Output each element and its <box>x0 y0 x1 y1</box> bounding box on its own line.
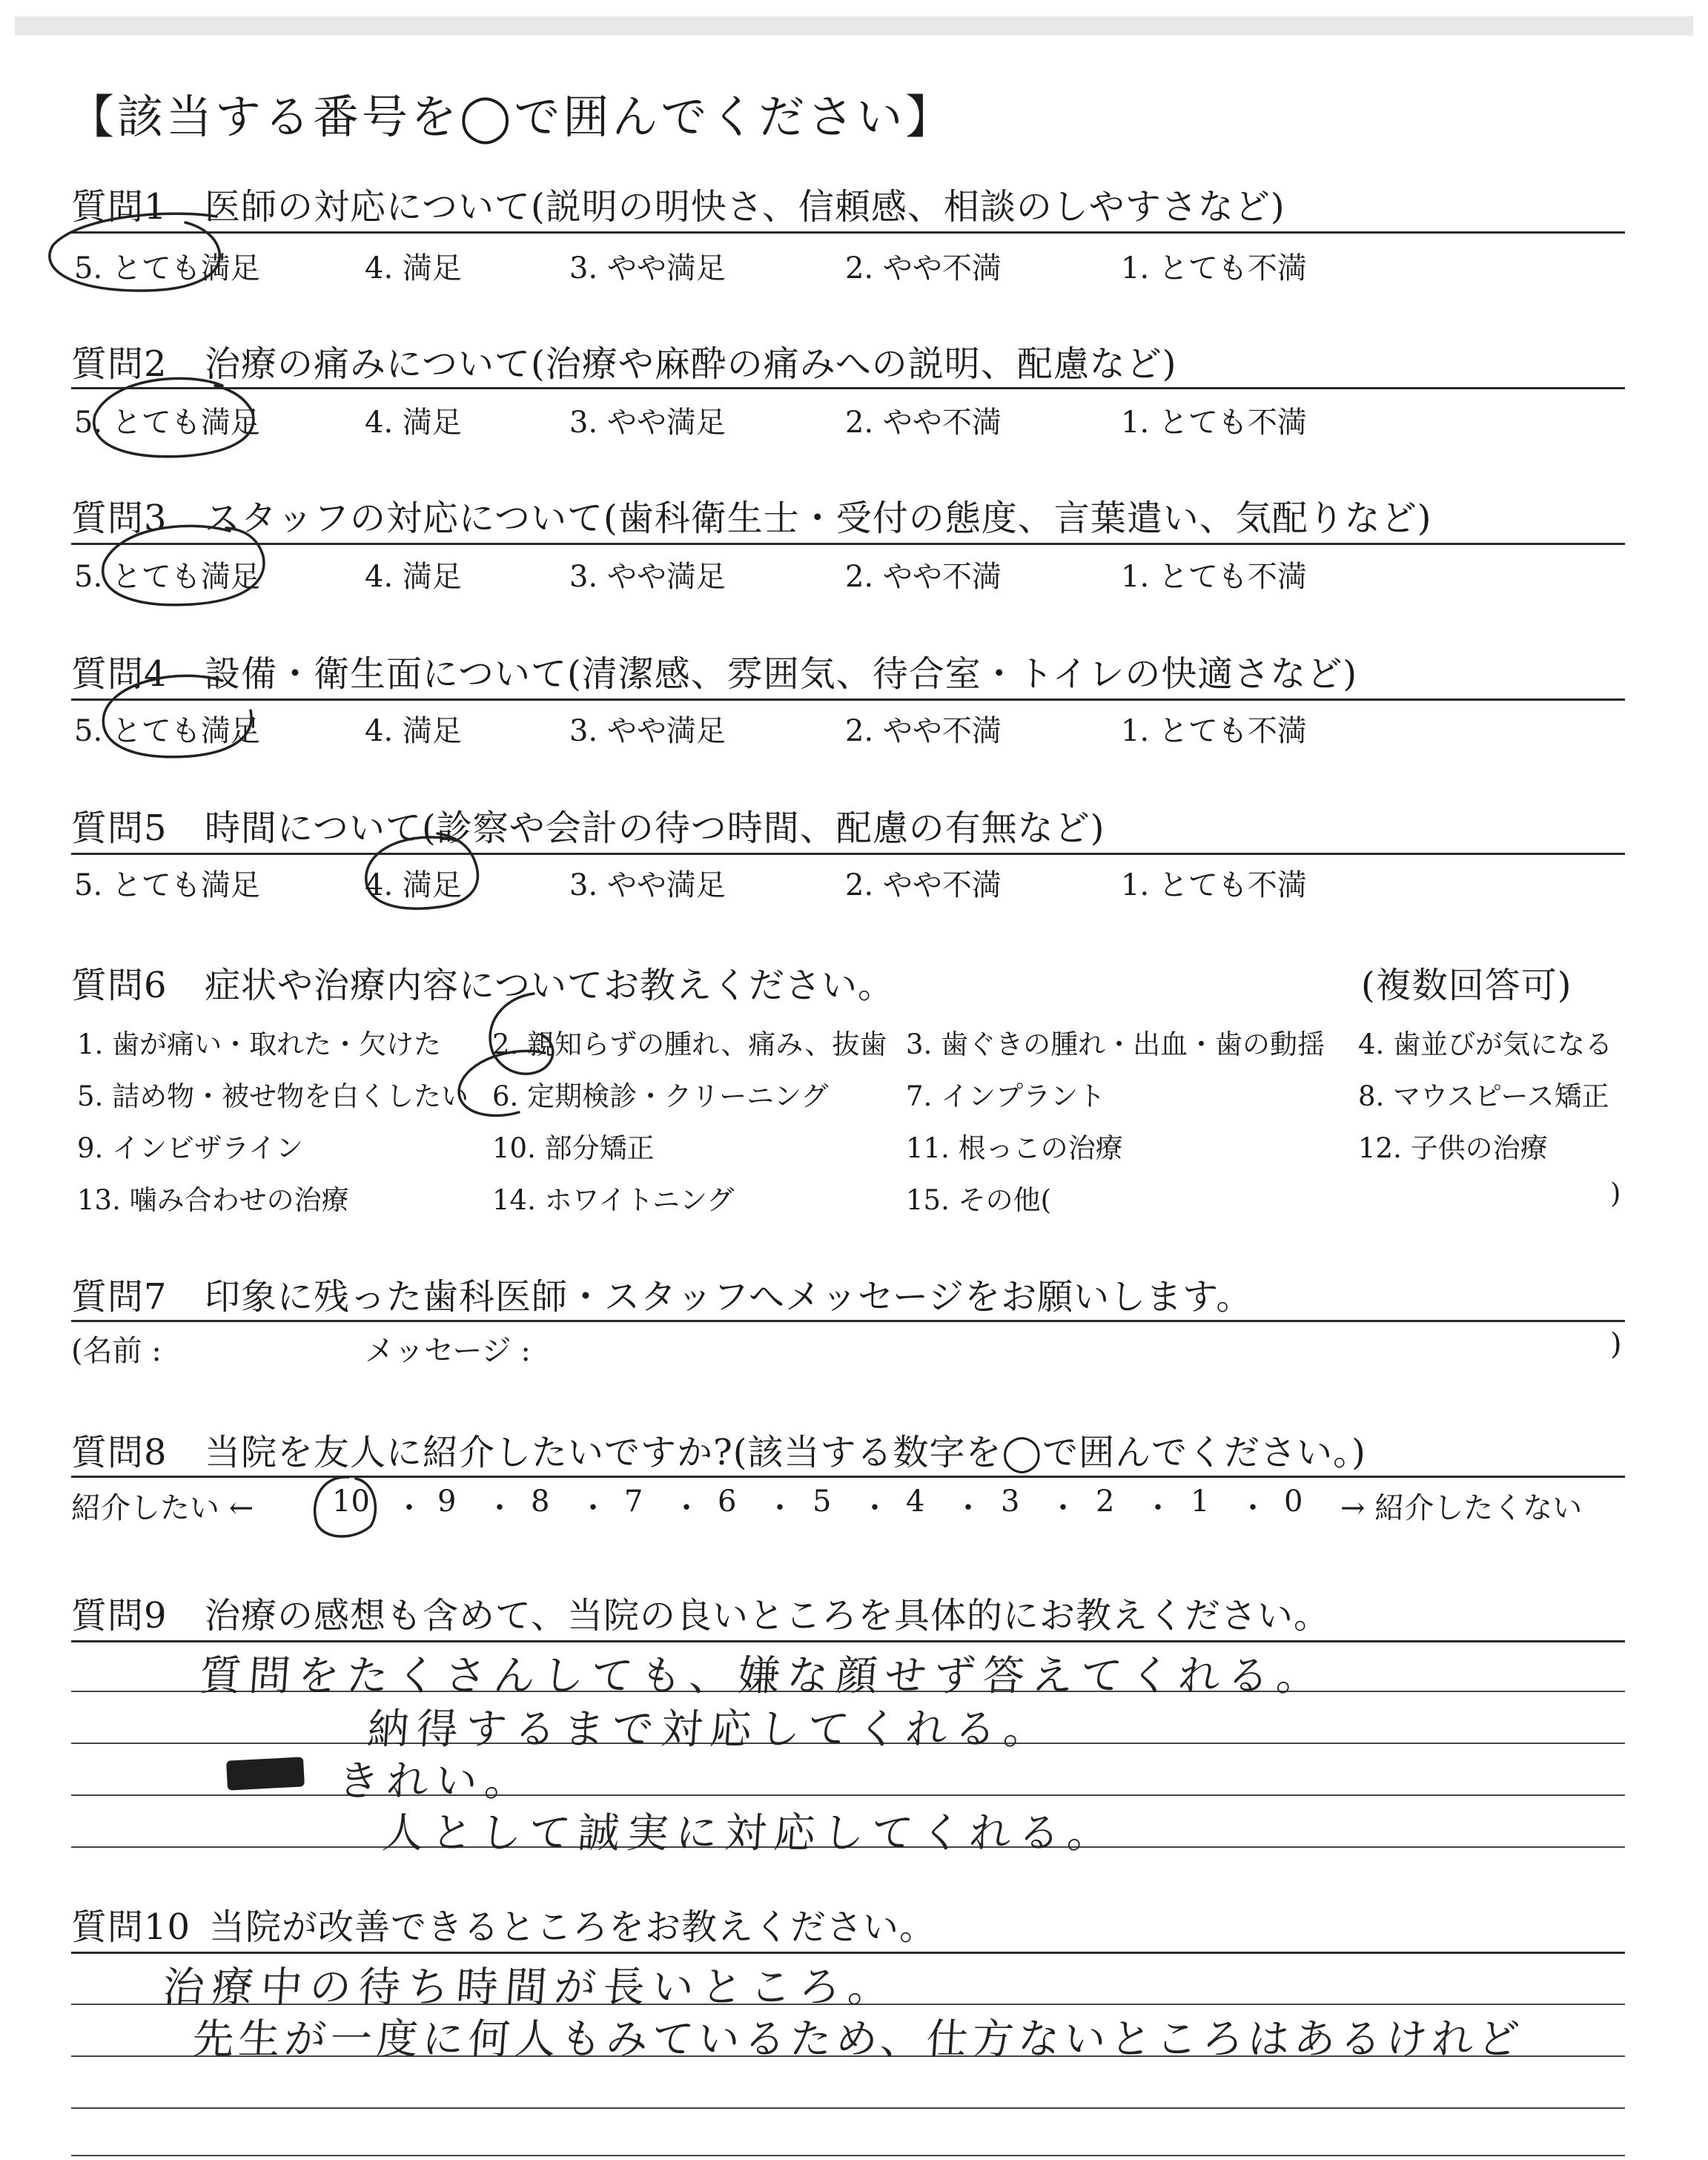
question-4-label: 質問4 <box>71 653 168 695</box>
answer-line <box>71 1952 1625 1954</box>
q6-option-3[interactable]: 3. 歯ぐきの腫れ・出血・歯の動揺 <box>906 1028 1325 1060</box>
q8-right-label: → 紹介したくない <box>1340 1491 1583 1525</box>
q6-option-1[interactable]: 1. 歯が痛い・取れた・欠けた <box>77 1028 442 1060</box>
q9-answer-line-2[interactable]: 納得するまで対応してくれる。 <box>365 1705 1054 1754</box>
q1-option-3[interactable]: 3. やや満足 <box>569 251 726 285</box>
question-9-text: 治療の感想も含めて、当院の良いところを具体的にお教えください。 <box>205 1595 1331 1636</box>
scratched-out-text <box>226 1757 305 1790</box>
q6-option-6[interactable]: 6. 定期検診・クリーニング <box>492 1080 829 1112</box>
question-5-text: 時間について(診察や会計の待つ時間、配慮の有無など) <box>205 807 1105 849</box>
scale-separator: ・ <box>1143 1491 1173 1525</box>
q5-option-3[interactable]: 3. やや満足 <box>569 868 726 902</box>
q1-option-5[interactable]: 5. とても満足 <box>74 251 260 285</box>
q3-option-4[interactable]: 4. 満足 <box>365 560 462 594</box>
q3-option-1[interactable]: 1. とても不満 <box>1121 560 1307 594</box>
question-10-label: 質問10 <box>71 1906 191 1948</box>
question-4-text: 設備・衛生面について(清潔感、雰囲気、待合室・トイレの快適さなど) <box>205 653 1358 695</box>
q6-other-close-paren: ) <box>1610 1178 1621 1209</box>
q7-close-paren: ) <box>1610 1327 1622 1361</box>
divider <box>71 1476 1625 1478</box>
q4-option-1[interactable]: 1. とても不満 <box>1121 714 1307 748</box>
question-8-label: 質問8 <box>71 1432 168 1473</box>
q5-option-4[interactable]: 4. 満足 <box>365 868 462 902</box>
divider <box>71 698 1625 701</box>
q8-scale-5[interactable]: 5 <box>812 1484 832 1519</box>
q1-option-4[interactable]: 4. 満足 <box>365 251 462 285</box>
scale-separator: ・ <box>394 1491 424 1525</box>
page-title: 【該当する番号を◯で囲んでください】 <box>68 90 955 144</box>
q4-option-5[interactable]: 5. とても満足 <box>74 714 260 748</box>
q5-option-5[interactable]: 5. とても満足 <box>74 868 260 902</box>
q8-left-label: 紹介したい ← <box>71 1491 254 1525</box>
scale-separator: ・ <box>672 1491 701 1525</box>
q9-answer-line-3[interactable]: きれい。 <box>336 1757 535 1806</box>
scale-separator: ・ <box>578 1491 608 1525</box>
q6-option-8[interactable]: 8. マウスピース矯正 <box>1358 1080 1609 1112</box>
scale-separator: ・ <box>953 1491 983 1525</box>
scan-top-edge <box>15 16 1693 36</box>
q6-option-11[interactable]: 11. 根っこの治療 <box>906 1132 1123 1164</box>
q8-scale-8[interactable]: 8 <box>531 1484 550 1519</box>
question-3-label: 質問3 <box>71 498 168 539</box>
q3-option-5[interactable]: 5. とても満足 <box>74 560 260 594</box>
q1-option-1[interactable]: 1. とても不満 <box>1121 251 1307 285</box>
scale-separator: ・ <box>860 1491 890 1525</box>
divider <box>71 387 1625 389</box>
question-3-text: スタッフの対応について(歯科衛生士・受付の態度、言葉遣い、気配りなど) <box>205 498 1432 539</box>
q6-option-12[interactable]: 12. 子供の治療 <box>1358 1132 1548 1164</box>
q8-scale-4[interactable]: 4 <box>906 1484 925 1519</box>
q2-option-3[interactable]: 3. やや満足 <box>569 406 726 440</box>
q6-option-13[interactable]: 13. 噛み合わせの治療 <box>77 1184 349 1216</box>
q8-scale-0[interactable]: 0 <box>1284 1484 1303 1519</box>
question-1-label: 質問1 <box>71 186 168 228</box>
scale-separator: ・ <box>1048 1491 1078 1525</box>
divider <box>71 231 1625 234</box>
answer-line <box>71 2107 1625 2109</box>
q8-scale-3[interactable]: 3 <box>1001 1484 1020 1519</box>
q6-option-2[interactable]: 2. 親知らずの腫れ、痛み、抜歯 <box>492 1028 887 1060</box>
q3-option-2[interactable]: 2. やや不満 <box>845 560 1002 594</box>
q7-message-label: メッセージ : <box>365 1334 531 1368</box>
answer-line <box>71 2155 1625 2156</box>
q2-option-2[interactable]: 2. やや不満 <box>845 406 1002 440</box>
q9-answer-line-4[interactable]: 人として誠実に対応してくれる。 <box>380 1809 1118 1857</box>
scale-separator: ・ <box>485 1491 514 1525</box>
scale-separator: ・ <box>765 1491 795 1525</box>
q6-option-15[interactable]: 15. その他( <box>906 1184 1052 1216</box>
question-9-label: 質問9 <box>71 1595 168 1636</box>
q2-option-5[interactable]: 5. とても満足 <box>74 406 260 440</box>
q6-option-7[interactable]: 7. インプラント <box>906 1080 1106 1112</box>
question-1-text: 医師の対応について(説明の明快さ、信頼感、相談のしやすさなど) <box>205 186 1285 228</box>
q6-option-9[interactable]: 9. インビザライン <box>77 1132 303 1164</box>
q4-option-3[interactable]: 3. やや満足 <box>569 714 726 748</box>
q6-option-10[interactable]: 10. 部分矯正 <box>492 1132 655 1164</box>
question-8-text: 当院を友人に紹介したいですか?(該当する数字を◯で囲んでください。) <box>205 1432 1366 1473</box>
question-10-text: 当院が改善できるところをお教えください。 <box>209 1906 936 1948</box>
question-6-label: 質問6 <box>71 965 168 1006</box>
q8-scale-2[interactable]: 2 <box>1096 1484 1115 1519</box>
q2-option-4[interactable]: 4. 満足 <box>365 406 462 440</box>
q4-option-4[interactable]: 4. 満足 <box>365 714 462 748</box>
q1-option-2[interactable]: 2. やや不満 <box>845 251 1002 285</box>
divider <box>71 1320 1625 1322</box>
question-5-label: 質問5 <box>71 807 168 849</box>
answer-line <box>71 1640 1625 1642</box>
q8-scale-1[interactable]: 1 <box>1191 1484 1210 1519</box>
question-6-note: (複数回答可) <box>1361 965 1572 1006</box>
q8-scale-9[interactable]: 9 <box>437 1484 457 1519</box>
divider <box>71 543 1625 545</box>
answer-line <box>71 1794 1625 1796</box>
q6-option-14[interactable]: 14. ホワイトニング <box>492 1184 735 1216</box>
q8-scale-6[interactable]: 6 <box>718 1484 737 1519</box>
q5-option-1[interactable]: 1. とても不満 <box>1121 868 1307 902</box>
q9-answer-line-1[interactable]: 質問をたくさんしても、嫌な顔せず答えてくれる。 <box>198 1652 1327 1700</box>
q8-scale-10[interactable]: 10 <box>332 1484 370 1519</box>
divider <box>71 853 1625 855</box>
scale-separator: ・ <box>1238 1491 1268 1525</box>
question-2-text: 治療の痛みについて(治療や麻酔の痛みへの説明、配慮など) <box>205 343 1177 385</box>
q6-option-4[interactable]: 4. 歯並びが気になる <box>1358 1028 1613 1060</box>
question-7-label: 質問7 <box>71 1276 168 1318</box>
q2-option-1[interactable]: 1. とても不満 <box>1121 406 1307 440</box>
question-6-text: 症状や治療内容についてお教えください。 <box>205 965 895 1006</box>
question-2-label: 質問2 <box>71 343 168 385</box>
question-7-text: 印象に残った歯科医師・スタッフへメッセージをお願いします。 <box>205 1276 1253 1318</box>
q5-option-2[interactable]: 2. やや不満 <box>845 868 1002 902</box>
q4-option-2[interactable]: 2. やや不満 <box>845 714 1002 748</box>
q10-answer-line-1[interactable]: 治療中の待ち時間が長いところ。 <box>161 1964 898 2012</box>
q7-name-label: (名前 : <box>71 1334 162 1368</box>
q3-option-3[interactable]: 3. やや満足 <box>569 560 726 594</box>
q6-option-5[interactable]: 5. 詰め物・被せ物を白くしたい <box>77 1080 469 1112</box>
q8-scale-7[interactable]: 7 <box>624 1484 643 1519</box>
q10-answer-line-2[interactable]: 先生が一度に何人もみているため、仕方ないところはあるけれど <box>191 2015 1526 2064</box>
